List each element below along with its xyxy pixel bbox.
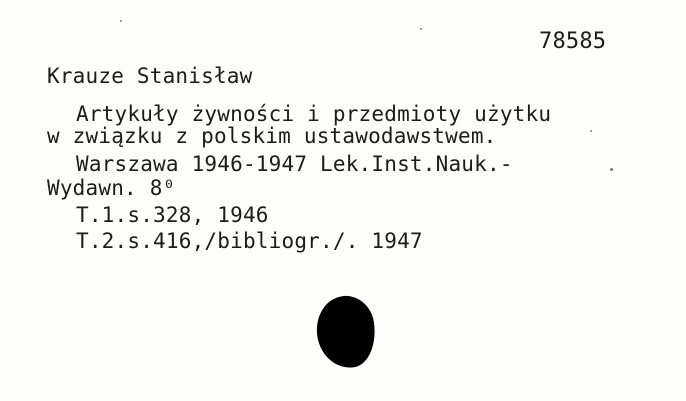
- imprint-line-2: Wydawn. 8⁰: [47, 176, 176, 200]
- dust-speck: [120, 20, 122, 22]
- punch-hole: [312, 292, 379, 371]
- imprint-line-1: Warszawa 1946-1947 Lek.Inst.Nauk.-: [76, 152, 513, 176]
- title-line-1: Artykuły żywności i przedmioty użytku: [76, 102, 552, 126]
- volume-1-entry: T.1.s.328, 1946: [76, 203, 269, 227]
- call-number: 78585: [539, 29, 607, 54]
- dust-speck: [610, 168, 613, 171]
- volume-2-entry: T.2.s.416,/bibliogr./. 1947: [76, 229, 423, 253]
- dust-speck: [420, 28, 422, 30]
- title-line-2: w związku z polskim ustawodawstwem.: [47, 124, 497, 148]
- dust-speck: [590, 130, 592, 132]
- author-name: Krauze Stanisław: [47, 64, 253, 88]
